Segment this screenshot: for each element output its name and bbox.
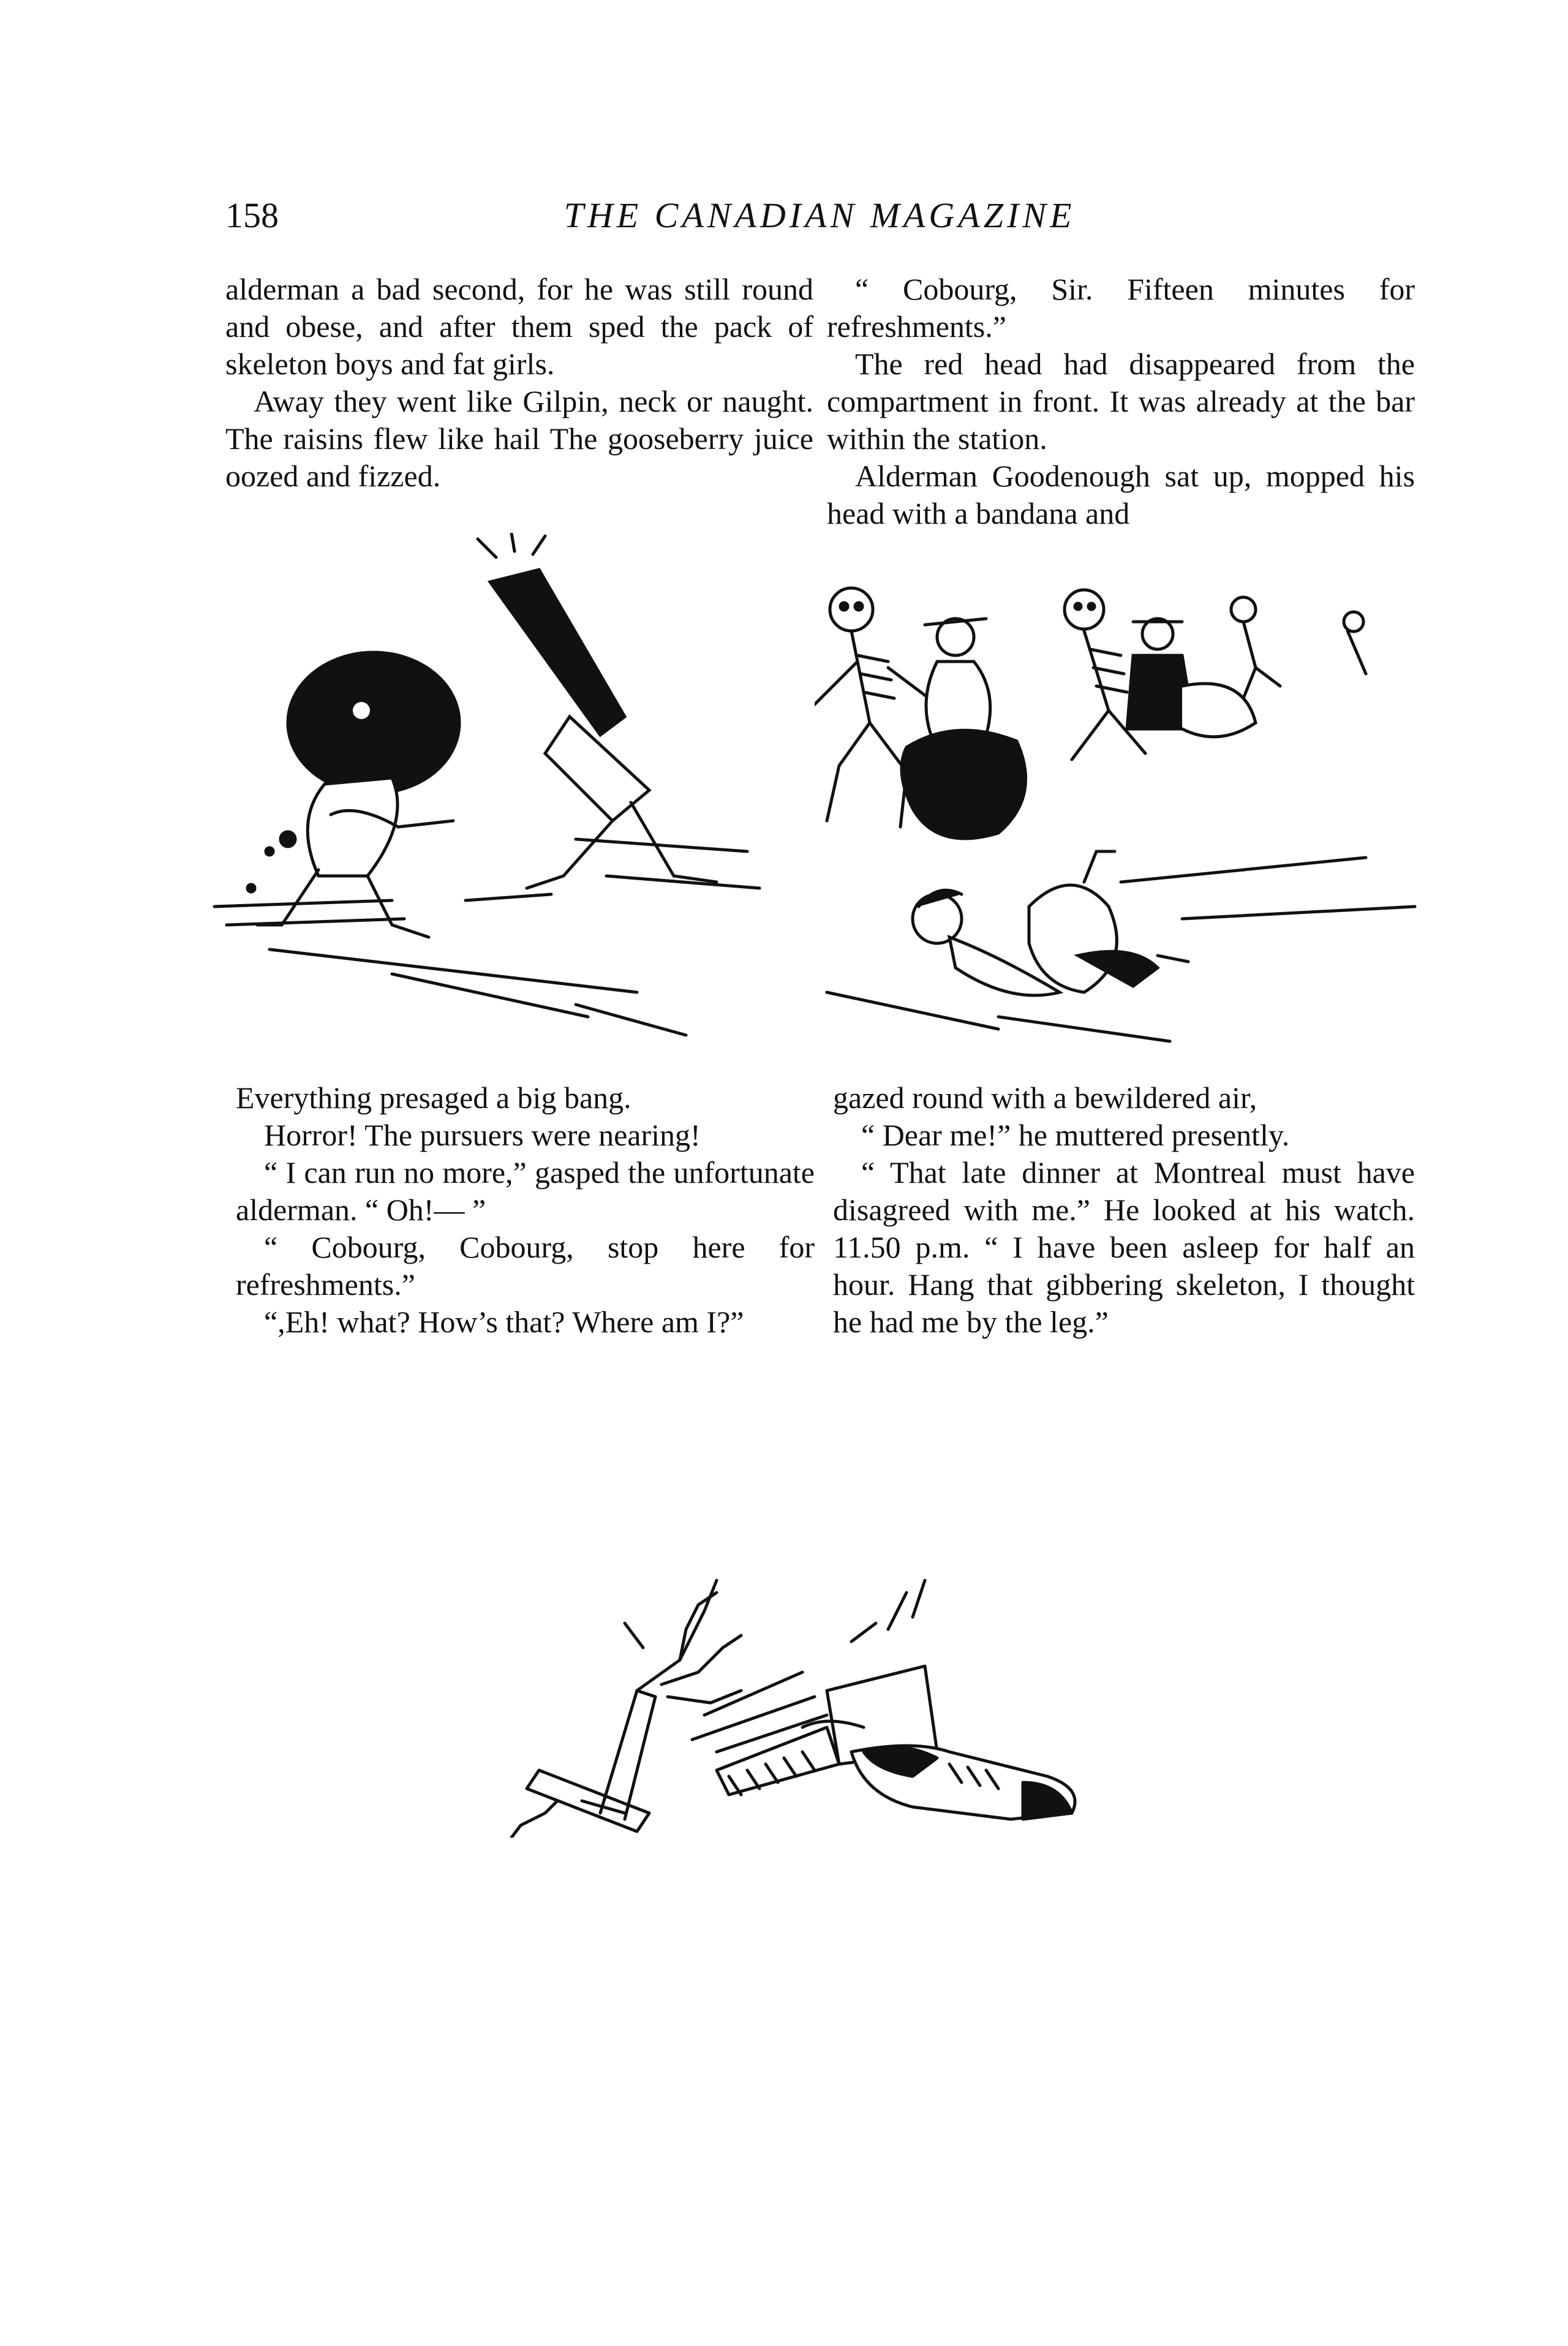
column-top-left <box>225 271 813 495</box>
paragraph: gazed round with a bewildered air, <box>833 1081 1257 1115</box>
paragraph: “ I can run no more,” gasped the unfortunate alderman. “ Oh!— ” <box>236 1155 815 1227</box>
running-title: THE CANADIAN MAGAZINE <box>564 195 1076 235</box>
illustration-pursuit-left <box>208 533 821 1041</box>
boy-figure-icon <box>1127 619 1256 737</box>
fallen-figures-icon <box>913 851 1188 995</box>
paragraph: “ Cobourg, Sir. Fifteen minutes for refreshments.” <box>827 272 1415 344</box>
paragraph: “ Cobourg, Cobourg, stop here for refreshments.” <box>236 1230 815 1302</box>
column-bottom-right <box>833 1079 1415 1341</box>
column-top-right <box>827 271 1415 532</box>
small-skeleton-figure-icon <box>1231 597 1366 698</box>
paragraph: The red head had disappeared from the compartment in front. It was already at the bar within the station. <box>827 347 1415 456</box>
shoe-icon <box>851 1746 1075 1819</box>
fat-girl-figure-icon <box>902 619 1026 839</box>
page-header <box>225 195 1414 244</box>
skeleton-arm-icon <box>502 1580 741 1838</box>
paragraph: Everything presaged a big bang. <box>236 1081 631 1115</box>
paragraph: “ That late dinner at Montreal must have disagreed with me.” He looked at his watch. 11.50 p.m. “ I have been asleep for half an hour. Hang that gibbering skeleton, I thought he had me by the leg.” <box>833 1155 1415 1339</box>
alderman-figure-icon <box>247 652 459 937</box>
ground-lines-icon <box>214 839 760 1035</box>
paragraph: alderman a bad second, for he was still round and obese, and after them sped the pack of skeleton boys and fat girls. <box>225 272 813 381</box>
paragraph: Away they went like Gilpin, neck or naught. The raisins flew like hail The gooseberry juice oozed and fizzed. <box>225 384 813 493</box>
ground-lines-icon <box>827 858 1415 1041</box>
paragraph: Horror! The pursuers were nearing! <box>264 1118 701 1152</box>
illustration-pursuit-right <box>815 564 1427 1054</box>
paragraph: “ Dear me!” he muttered presently. <box>861 1118 1290 1152</box>
column-bottom-left <box>236 1079 815 1341</box>
illustration-skeleton-hand-leg <box>484 1568 1200 1838</box>
paragraph: Alderman Goodenough sat up, mopped his head with a bandana and <box>827 459 1415 530</box>
page-number: 158 <box>225 195 279 235</box>
paragraph: “,Eh! what? How’s that? Where am I?” <box>264 1305 744 1339</box>
bottle-figure-icon <box>478 533 717 888</box>
